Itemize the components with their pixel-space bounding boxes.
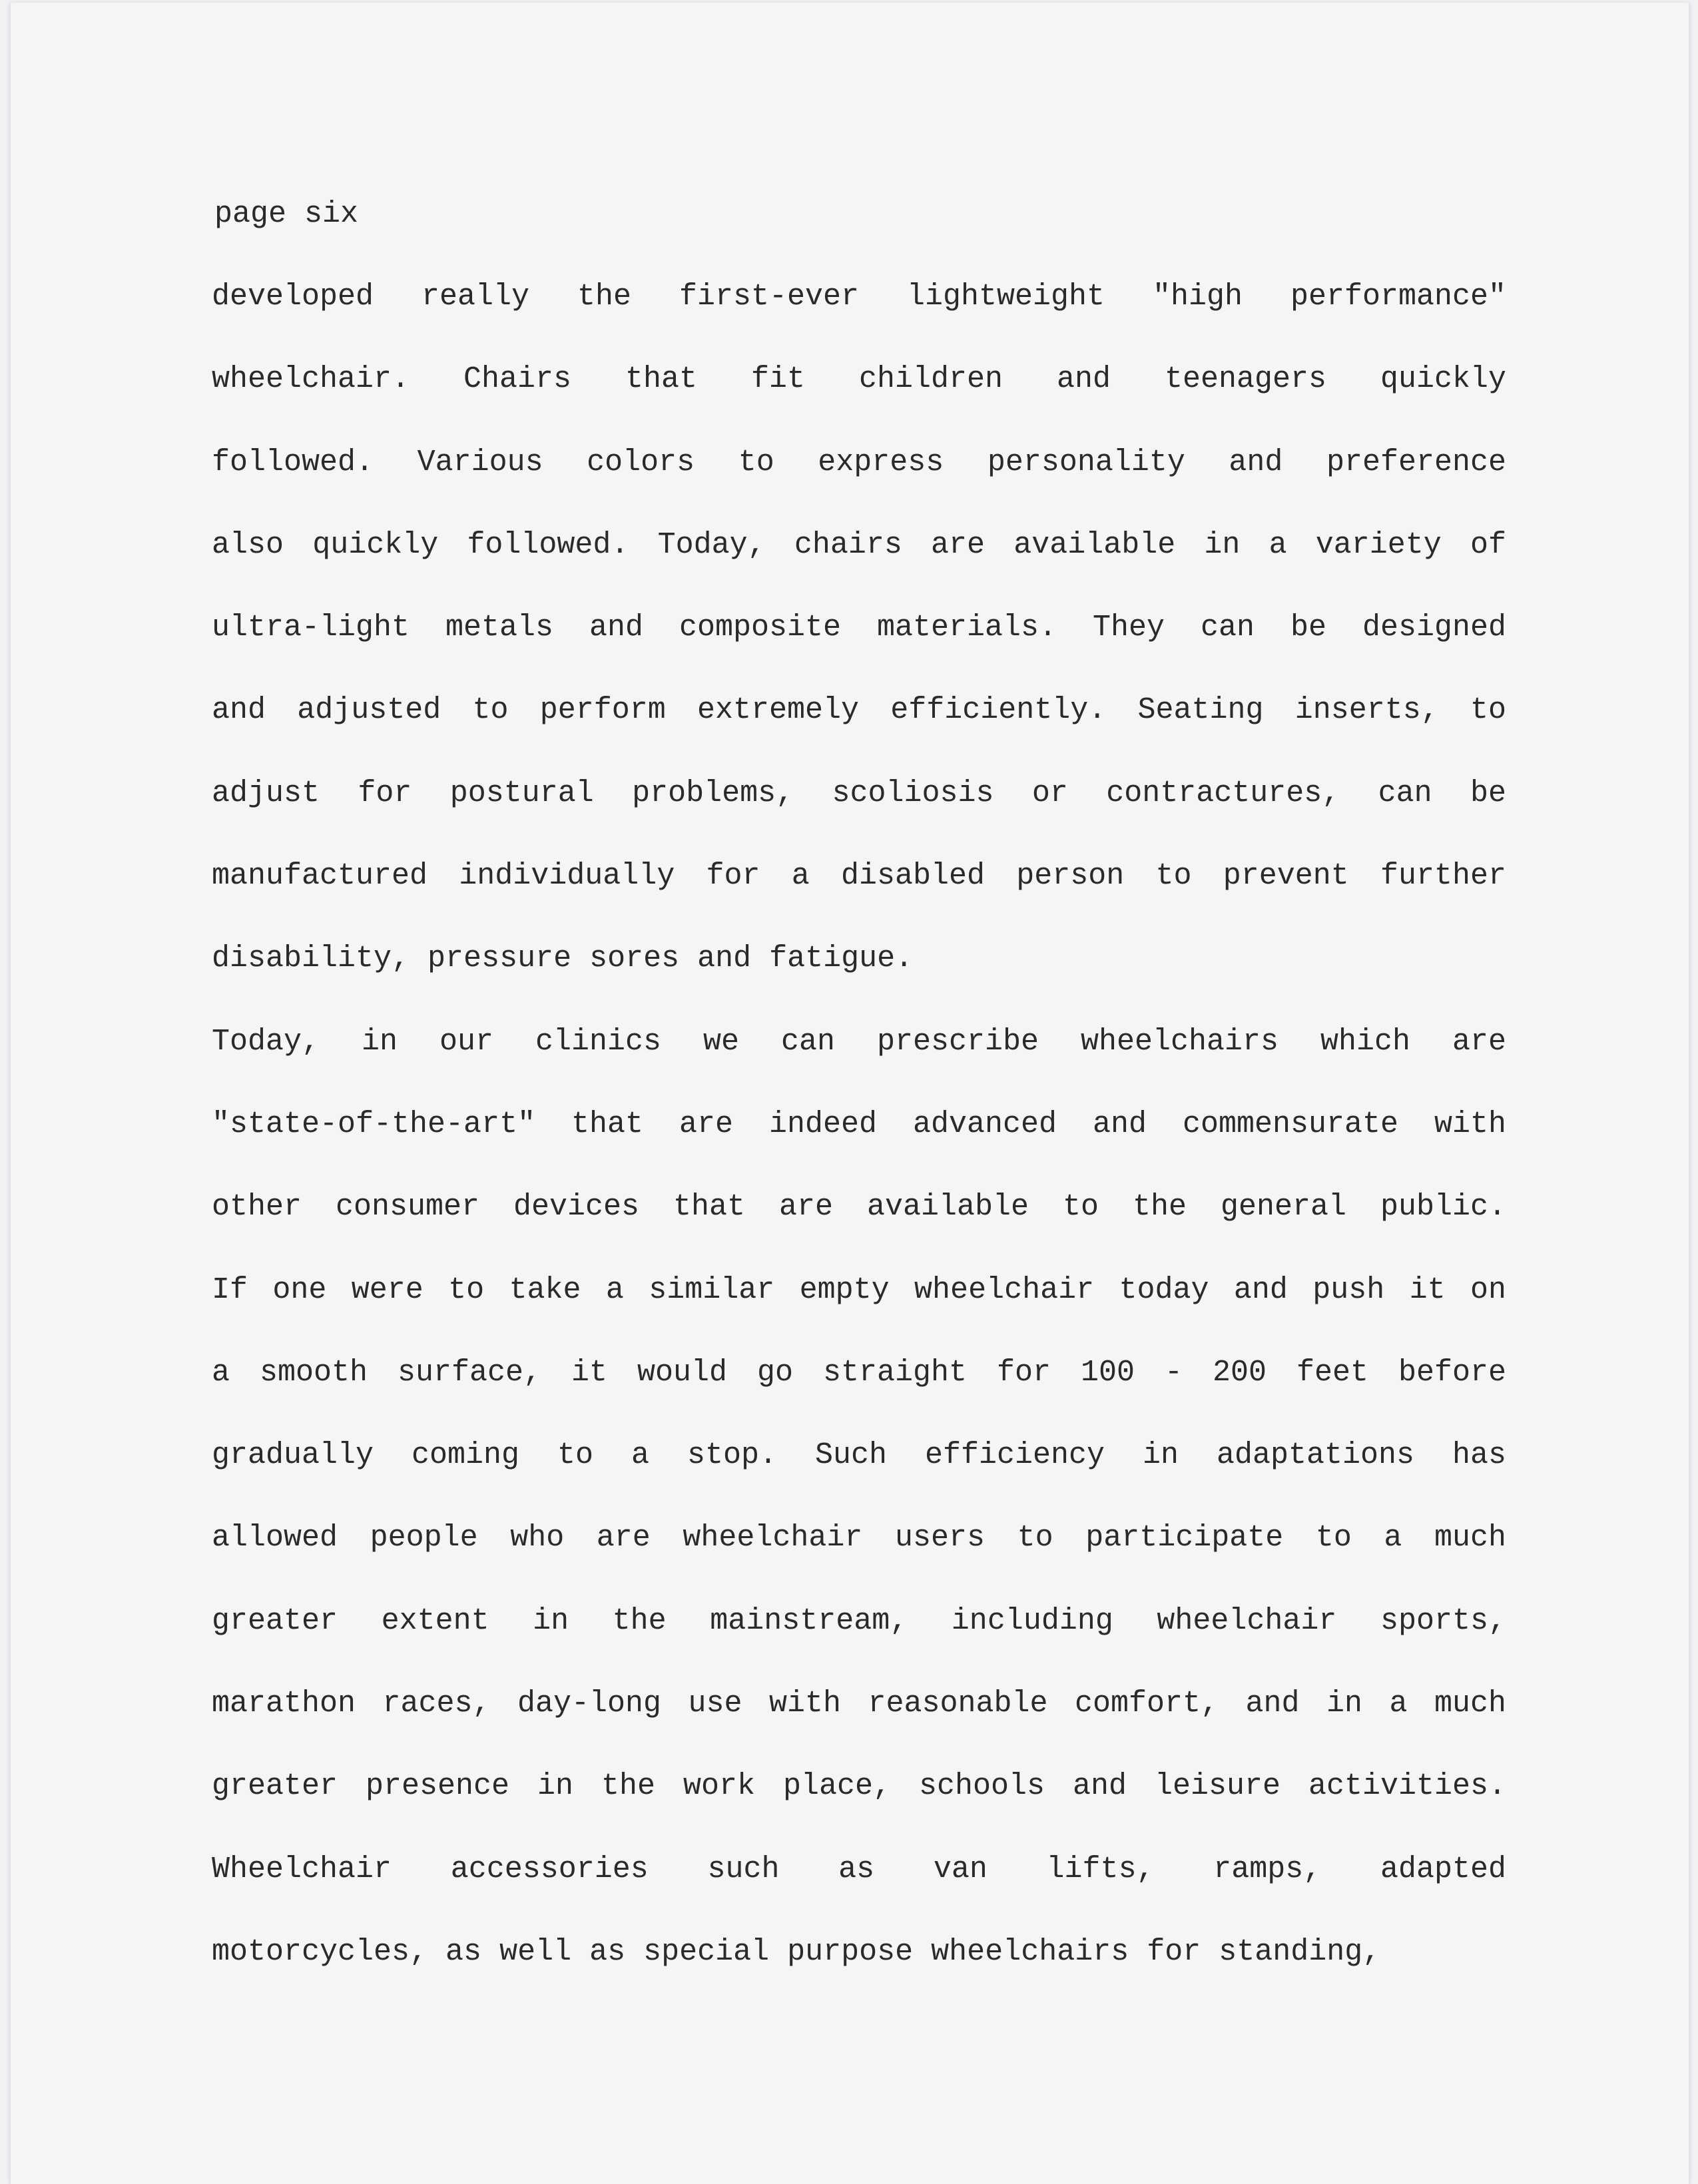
text-line: other consumer devices that are available to the general public.	[212, 1190, 1506, 1225]
text-line: disability, pressure sores and fatigue.	[212, 942, 914, 976]
text-line: greater presence in the work place, schools and leisure activities.	[212, 1769, 1506, 1804]
body-text	[212, 277, 1506, 2015]
text-line: allowed people who are wheelchair users to participate to a much	[212, 1521, 1506, 1555]
text-line: manufactured individually for a disabled person to prevent further	[212, 859, 1506, 894]
page-header: page six	[214, 197, 359, 231]
text-line: "state-of-the-art" that are indeed advanced and commensurate with	[212, 1107, 1506, 1141]
text-line: gradually coming to a stop. Such efficiency in adaptations has	[212, 1438, 1506, 1473]
text-line: followed. Various colors to express personality and preference	[212, 445, 1506, 479]
text-line: Wheelchair accessories such as van lifts, ramps, adapted	[212, 1852, 1506, 1886]
text-line: motorcycles, as well as special purpose wheelchairs for standing,	[212, 1934, 1381, 1969]
text-line: developed really the first-ever lightweight "high performance"	[212, 280, 1506, 314]
text-line: Today, in our clinics we can prescribe wheelchairs which are	[212, 1024, 1506, 1059]
text-line: and adjusted to perform extremely efficiently. Seating inserts, to	[212, 693, 1506, 728]
text-line: greater extent in the mainstream, including wheelchair sports,	[212, 1603, 1506, 1638]
text-line: marathon races, day-long use with reasonable comfort, and in a much	[212, 1687, 1506, 1721]
text-line: also quickly followed. Today, chairs are available in a variety of	[212, 527, 1506, 562]
text-line: a smooth surface, it would go straight for 100 - 200 feet before	[212, 1355, 1506, 1390]
text-line: adjust for postural problems, scoliosis or contractures, can be	[212, 776, 1506, 810]
text-line: ultra-light metals and composite materials. They can be designed	[212, 611, 1506, 645]
text-line: If one were to take a similar empty wheelchair today and push it on	[212, 1272, 1506, 1307]
document-page	[9, 3, 1690, 2184]
text-line: wheelchair. Chairs that fit children and teenagers quickly	[212, 362, 1506, 397]
